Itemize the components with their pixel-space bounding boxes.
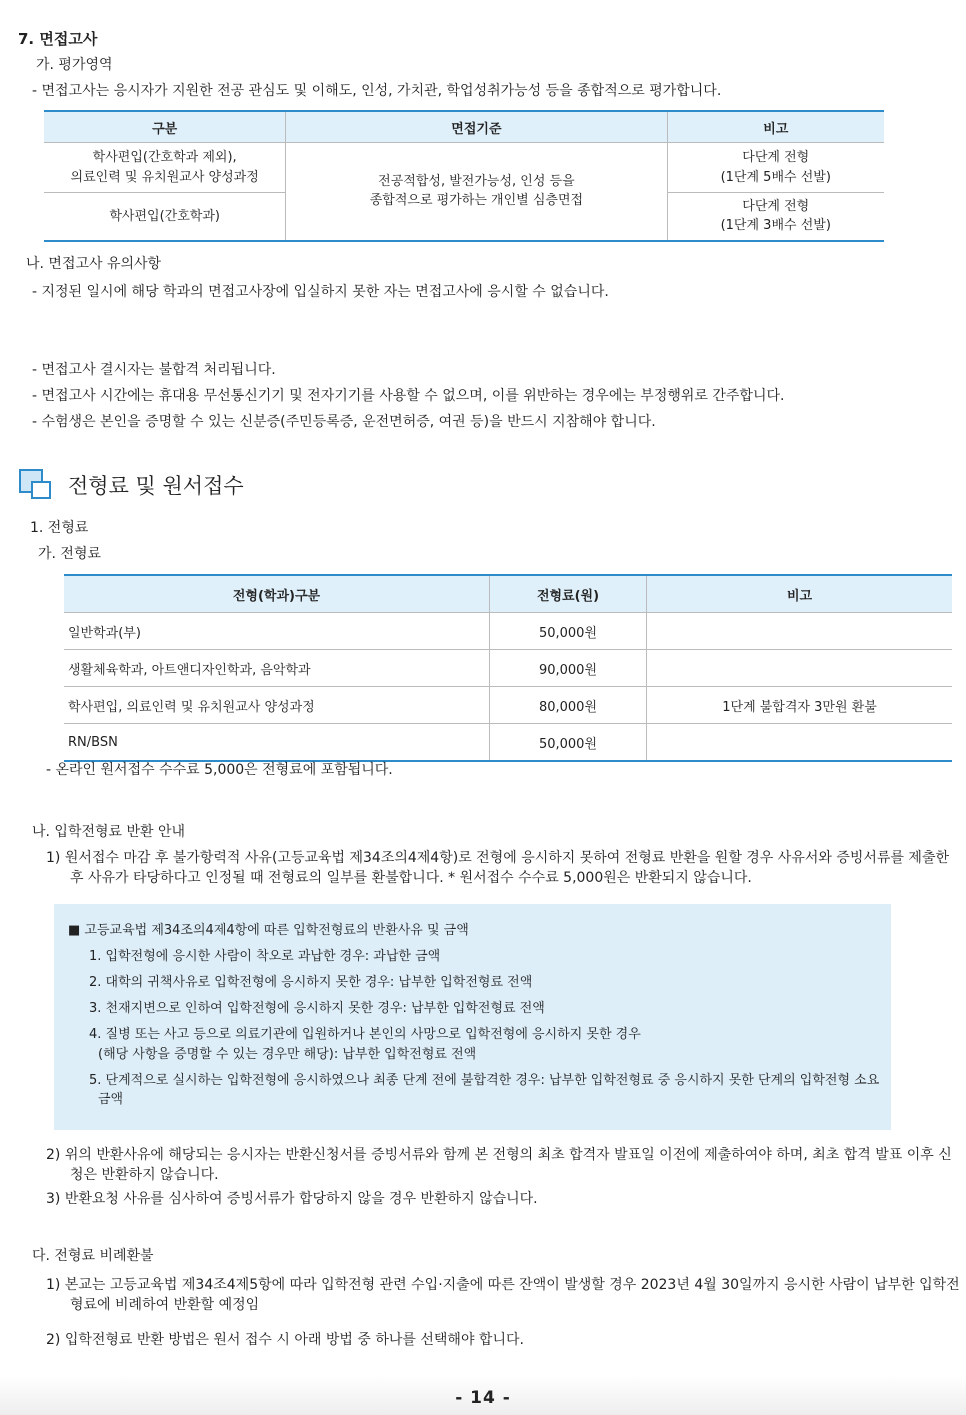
cell-text: 전공적합성, 발전가능성, 인성 등을 — [378, 173, 575, 189]
refund-item-2: 2) 위의 반환사유에 해당되는 응시자는 반환신청서를 증빙서류와 함께 본 전형의 최초 합격자 발표일 이전에 제출하여야 하며, 최초 합격 발표 이후 신청은 반환하지 않습니다. — [46, 1147, 952, 1184]
box-item: 5. 단계적으로 실시하는 입학전형에 응시하였으나 최종 단계 전에 불합격한 경우: 납부한 입학전형료 중 응시하지 못한 단계의 입학전형 소요 금액 — [89, 1073, 880, 1107]
cell-type: RN/BSN — [64, 724, 490, 762]
cell-note: 1단계 불합격자 3만원 환불 — [647, 687, 953, 724]
table-row — [64, 650, 952, 687]
cell-criteria — [286, 143, 667, 241]
cell-fee: 50,000원 — [490, 724, 647, 762]
cell-category-1 — [44, 143, 286, 193]
cell-fee: 90,000원 — [490, 650, 647, 687]
cell-text: 학사편입(간호학과 제외), — [92, 150, 237, 165]
note-2: - 면접고사 결시자는 불합격 처리됩니다. — [32, 362, 276, 378]
cell-fee: 80,000원 — [490, 687, 647, 724]
cell-type: 생활체육학과, 아트앤디자인학과, 음악학과 — [64, 650, 490, 687]
th-note: 비고 — [647, 575, 953, 613]
box-title: ■ 고등교육법 제34조의4제4항에 따른 입학전형료의 반환사유 및 금액 — [68, 923, 469, 938]
section-squares-icon — [18, 468, 54, 500]
cell-text: (1단계 5배수 선발) — [720, 169, 831, 185]
th-type: 전형(학과)구분 — [64, 575, 490, 613]
th-category: 구분 — [44, 111, 286, 143]
box-item: 4. 질병 또는 사고 등으로 의료기관에 입원하거나 본인의 사망으로 입학전형에 응시하지 못한 경우 — [89, 1027, 641, 1042]
sub-refund: 나. 입학전형료 반환 안내 — [32, 824, 186, 840]
cell-text: 의료인력 및 유치원교사 양성과정 — [70, 169, 259, 185]
heading-fee: 1. 전형료 — [30, 520, 89, 536]
th-criteria: 면접기준 — [286, 111, 667, 143]
page-footer — [0, 1375, 966, 1415]
cell-text: 다단계 전형 — [742, 198, 810, 214]
fee-table — [64, 574, 952, 762]
note-3: - 면접고사 시간에는 휴대용 무선통신기기 및 전자기기를 사용할 수 없으며, 이를 위반하는 경우에는 부정행위로 간주합니다. — [32, 388, 785, 404]
th-note: 비고 — [667, 111, 884, 143]
sub-fee: 가. 전형료 — [38, 546, 101, 562]
note-4: - 수험생은 본인을 증명할 수 있는 신분증(주민등록증, 운전면허증, 여권 등)을 반드시 지참해야 합니다. — [32, 414, 656, 430]
cell-note — [647, 724, 953, 762]
cell-note — [647, 650, 953, 687]
interview-table — [44, 110, 884, 242]
refund-item-3: 3) 반환요청 사유를 심사하여 증빙서류가 합당하지 않을 경우 반환하지 않습니다. — [46, 1191, 538, 1207]
cell-fee: 50,000원 — [490, 613, 647, 650]
cell-text: 종합적으로 평가하는 개인별 심층면접 — [369, 193, 584, 209]
cell-type: 일반학과(부) — [64, 613, 490, 650]
sub-proportional-refund: 다. 전형료 비례환불 — [32, 1248, 154, 1264]
sub-eval-area: 가. 평가영역 — [36, 57, 113, 73]
page-number: - 14 - — [455, 1388, 511, 1408]
fee-note: - 온라인 원서접수 수수료 5,000은 전형료에 포함됩니다. — [46, 762, 393, 778]
proportional-item-2: 2) 입학전형료 반환 방법은 원서 접수 시 아래 방법 중 하나를 선택해야 합니다. — [46, 1332, 524, 1348]
heading-interview: 7. 면접고사 — [18, 30, 98, 48]
interview-desc: - 면접고사는 응시자가 지원한 전공 관심도 및 이해도, 인성, 가치관, 학업성취가능성 등을 종합적으로 평가합니다. — [32, 83, 722, 99]
note-1: - 지정된 일시에 해당 학과의 면접고사장에 입실하지 못한 자는 면접고사에 응시할 수 없습니다. — [32, 284, 609, 300]
refund-reasons-box — [54, 904, 891, 1130]
table-row — [64, 687, 952, 724]
proportional-item-1: 1) 본교는 고등교육법 제34조4제5항에 따라 입학전형 관련 수입·지출에 따른 잔액이 발생할 경우 2023년 4월 30일까지 응시한 사람이 납부한 입학전형료에 비례하여 반환할 예정임 — [46, 1277, 960, 1314]
cell-text: (1단계 3배수 선발) — [720, 218, 831, 234]
cell-text: 다단계 전형 — [742, 150, 810, 165]
box-item: (해당 사항을 증명할 수 있는 경우만 해당): 납부한 입학전형료 전액 — [98, 1047, 477, 1062]
refund-item-1: 1) 원서접수 마감 후 불가항력적 사유(고등교육법 제34조의4제4항)로 전형에 응시하지 못하여 전형료 반환을 원할 경우 사유서와 증빙서류를 제출한 후 사유가 타당하다고 인정될 때 전형료의 일부를 환불합니다. * 원서접수 수수료 5,000원은 반환되지 않습니다. — [46, 850, 949, 887]
section-title: 전형료 및 원서접수 — [68, 474, 244, 498]
table-row — [64, 724, 952, 762]
box-item: 3. 천재지변으로 인하여 입학전형에 응시하지 못한 경우: 납부한 입학전형료 전액 — [89, 1001, 545, 1016]
box-item: 1. 입학전형에 응시한 사람이 착오로 과납한 경우: 과납한 금액 — [89, 949, 441, 964]
table-row — [64, 613, 952, 650]
cell-note-1 — [667, 143, 884, 193]
box-item: 2. 대학의 귀책사유로 입학전형에 응시하지 못한 경우: 납부한 입학전형료 전액 — [89, 975, 533, 990]
cell-type: 학사편입, 의료인력 및 유치원교사 양성과정 — [64, 687, 490, 724]
th-fee: 전형료(원) — [490, 575, 647, 613]
sub-interview-notes: 나. 면접고사 유의사항 — [26, 256, 162, 272]
cell-note-2 — [667, 193, 884, 241]
cell-category-2: 학사편입(간호학과) — [44, 193, 286, 241]
cell-note — [647, 613, 953, 650]
